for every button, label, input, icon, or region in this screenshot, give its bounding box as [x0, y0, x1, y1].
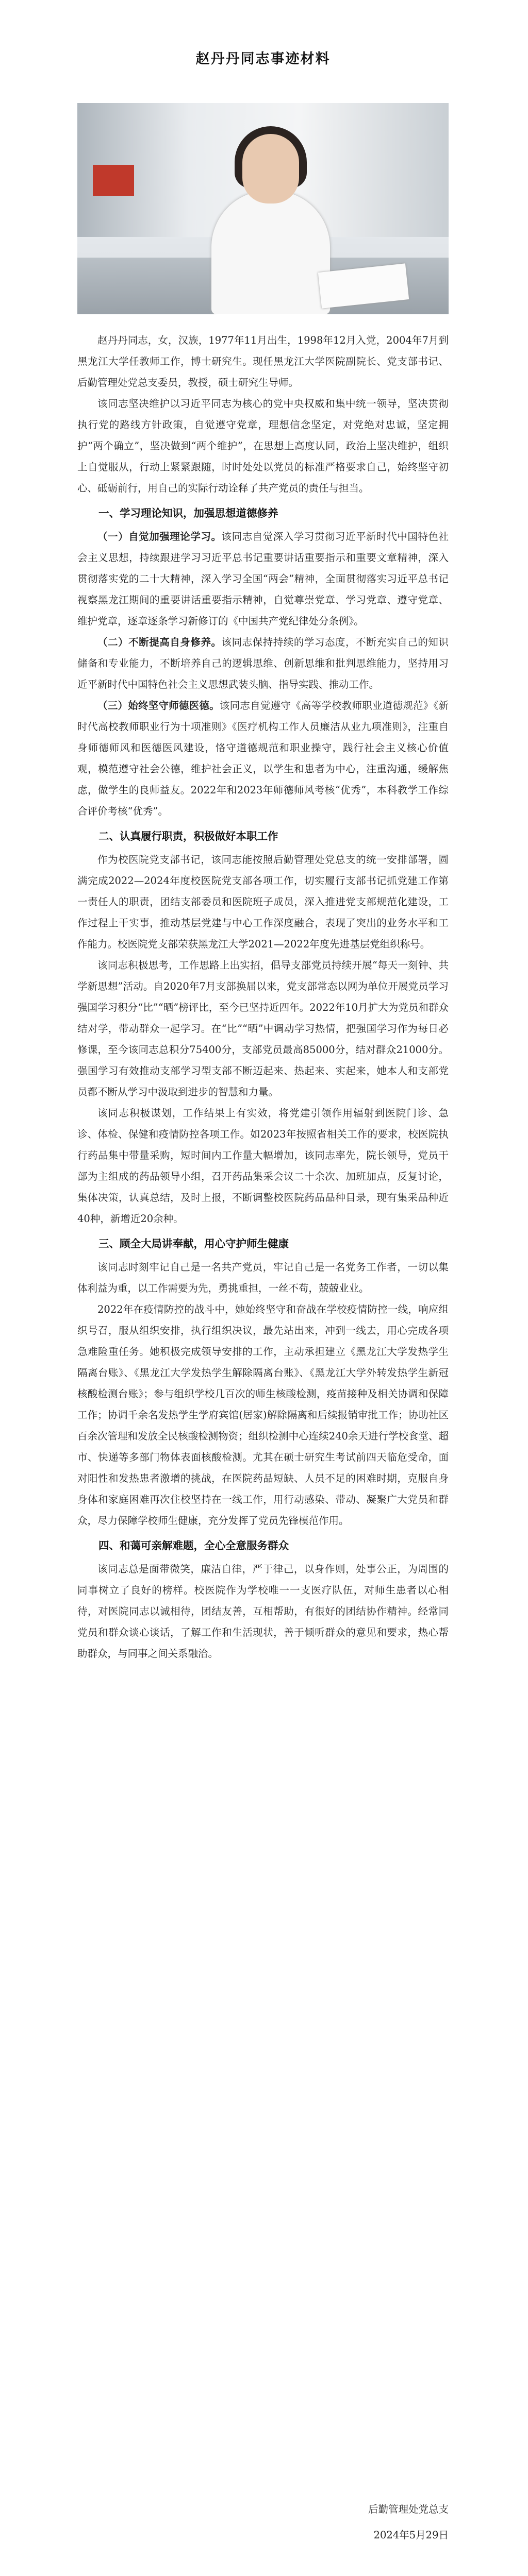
signature-org: 后勤管理处党总支: [368, 2503, 449, 2515]
body-paragraph: 该同志坚决维护以习近平同志为核心的党中央权威和集中统一领导，坚决贯彻执行党的路线方针政策，自觉遵守党章，理想信念坚定，对党绝对忠诚，坚定拥护“两个确立”，坚决做到“两个维护”，在思想上高度认同，政治上坚决维护，组织上自觉服从，行动上紧紧跟随，时时处处以党员的标准严格要求自己，始终坚守初心、砥砺前行，用自己的实际行动诠释了共产党员的责任与担当。: [77, 398, 449, 494]
body-paragraph: [77, 526, 449, 632]
body-paragraph: 2022年在疫情防控的战斗中，她始终坚守和奋战在学校疫情防控一线，响应组织号召，服从组织安排，执行组织决议，最先站出来，冲到一线去，用心完成各项急难险重任务。她积极完成领导安排的工作，主动承担建立《黑龙江大学发热学生隔离台账》、《黑龙江大学发热学生解除隔离台账》、《黑龙江大学外转发热学生新冠核酸检测台账》；参与组织学校几百次的师生核酸检测，疫苗接种及相关协调和保障工作；协调千余名发热学生学府宾馆(居家)解除隔离和后续报销审批工作；协助社区百余次管理和发放全民核酸检测物资；组织检测中心连续240余天进行学校食堂、超市、快递等多部门物体表面核酸检测。尤其在硕士研究生考试前四天临危受命，面对阳性和发热患者激增的挑战，在医院药品短缺、人员不足的困难时期，克服自身身体和家庭困难再次住校坚持在一线工作，用行动感染、带动、凝聚广大党员和群众，尽力保障学校师生健康，充分发挥了党员先锋模范作用。: [77, 1303, 449, 1527]
paragraph-lead: （一）自觉加强理论学习。: [97, 531, 222, 543]
body-paragraph: 作为校医院党支部书记，该同志能按照后勤管理处党总支的统一安排部署，圆满完成2022—2024年度校医院党支部各项工作，切实履行支部书记抓党建工作第一责任人的职责，团结支部委员和医院班子成员，深入推进党支部规范化建设，工作过程上干实事，推动基层党建与中心工作深度融合，表现了突出的业务水平和工作能力。校医院党支部荣获黑龙江大学2021—2022年度先进基层党组织称号。: [77, 854, 449, 950]
paragraph-lead: （二）不断提高自身修养。: [97, 636, 222, 648]
paragraph-text: 该同志自觉深入学习贯彻习近平新时代中国特色社会主义思想，持续跟进学习习近平总书记重要讲话重要指示和重要文章精神，深入贯彻落实党的二十大精神，深入学习全国“两会”精神，全面贯彻落实习近平总书记视察黑龙江期间的重要讲话重要指示精神，自觉尊崇党章、学习党章、遵守党章、维护党章，逐章逐条学习新修订的《中国共产党纪律处分条例》。: [77, 531, 449, 627]
section-heading: 二、认真履行职责，积极做好本职工作: [98, 830, 278, 842]
body-paragraph: 该同志时刻牢记自己是一名共产党员，牢记自己是一名党务工作者，一切以集体利益为重，以工作需要为先，勇挑重担，一丝不苟，兢兢业业。: [77, 1261, 449, 1294]
body-paragraph: [77, 632, 449, 695]
document-body: [77, 330, 449, 1664]
page-title: 赵丹丹同志事迹材料: [195, 51, 331, 67]
body-paragraph: 赵丹丹同志，女，汉族，1977年11月出生，1998年12月入党，2004年7月到黑龙江大学任教师工作，博士研究生。现任黑龙江大学医院副院长、党支部书记、后勤管理处党总支委员，教授，硕士研究生导师。: [77, 334, 449, 388]
paragraph-text: 该同志保持持续的学习态度，不断充实自己的知识储备和专业能力，不断培养自己的逻辑思维、创新思维和批判思维能力，坚持用习近平新时代中国特色社会主义思想武装头脑、指导实践、推动工作。: [77, 636, 449, 690]
signature-date: 2024年5月29日: [373, 2529, 449, 2541]
person-face: [242, 134, 299, 204]
paragraph-lead: （三）始终坚守师德医德。: [97, 700, 220, 711]
paragraph-text: 该同志自觉遵守《高等学校教师职业道德规范》《新时代高校教师职业行为十项准则》《医疗机构工作人员廉洁从业九项准则》，注重自身师德师风和医德医风建设，恪守道德规范和职业操守，践行社会主义核心价值观，模范遵守社会公德，维护社会正义，以学生和患者为中心，注重沟通，缓解焦虑，做学生的良师益友。2022年和2023年师德师风考核“优秀”，本科教学工作综合评价考核“优秀”。: [77, 700, 449, 817]
body-paragraph: 该同志积极思考，工作思路上出实招，倡导支部党员持续开展“每天一刻钟、共学新思想”活动。自2020年7月支部换届以来，党支部常态以网为单位开展党员学习强国学习积分“比”“晒”榜评比，至今已坚持近四年。2022年10月扩大为党员和群众结对学，带动群众一起学习。在“比”“晒”中调动学习热情，把强国学习作为每日必修课，至今该同志总积分75400分，支部党员最高85000分，结对群众21000分。强国学习有效推动支部学习型支部不断迈起来、热起来、实起来，她本人和支部党员都不断从学习中汲取到进步的智慧和力量。: [77, 959, 449, 1098]
body-paragraph: 该同志总是面带微笑，廉洁自律，严于律己，以身作则，处事公正，为周围的同事树立了良好的榜样。校医院作为学校唯一一支医疗队伍，对师生患者以心相待，对医院同志以诚相待，团结友善，互相帮助，有很好的团结协作精神。经常同党员和群众谈心谈话，了解工作和生活现状，善于倾听群众的意见和要求，热心帮助群众，与同事之间关系融洽。: [77, 1563, 449, 1659]
portrait-photo: [77, 103, 449, 314]
section-heading: 三、顾全大局讲奉献，用心守护师生健康: [98, 1238, 289, 1250]
white-coat: [211, 191, 330, 314]
body-paragraph: [77, 695, 449, 822]
body-paragraph: 该同志积极谋划，工作结果上有实效，将党建引领作用辐射到医院门诊、急诊、体检、保健和疫情防控各项工作。如2023年按照省相关工作的要求，校医院执行药品集中带量采购，短时间内工作量大幅增加，该同志率先，院长领导，党员干部为主组成的药品领导小组，召开药品集采会议二十余次、加班加点，反复讨论，集体决策，认真总结，及时上报，不断调整校医院药品品种目录，现有集采品种近40种，新增近20余种。: [77, 1107, 449, 1225]
section-heading: 一、学习理论知识，加强思想道德修养: [98, 507, 278, 519]
section-heading: 四、和蔼可亲解难题，全心全意服务群众: [98, 1539, 289, 1552]
